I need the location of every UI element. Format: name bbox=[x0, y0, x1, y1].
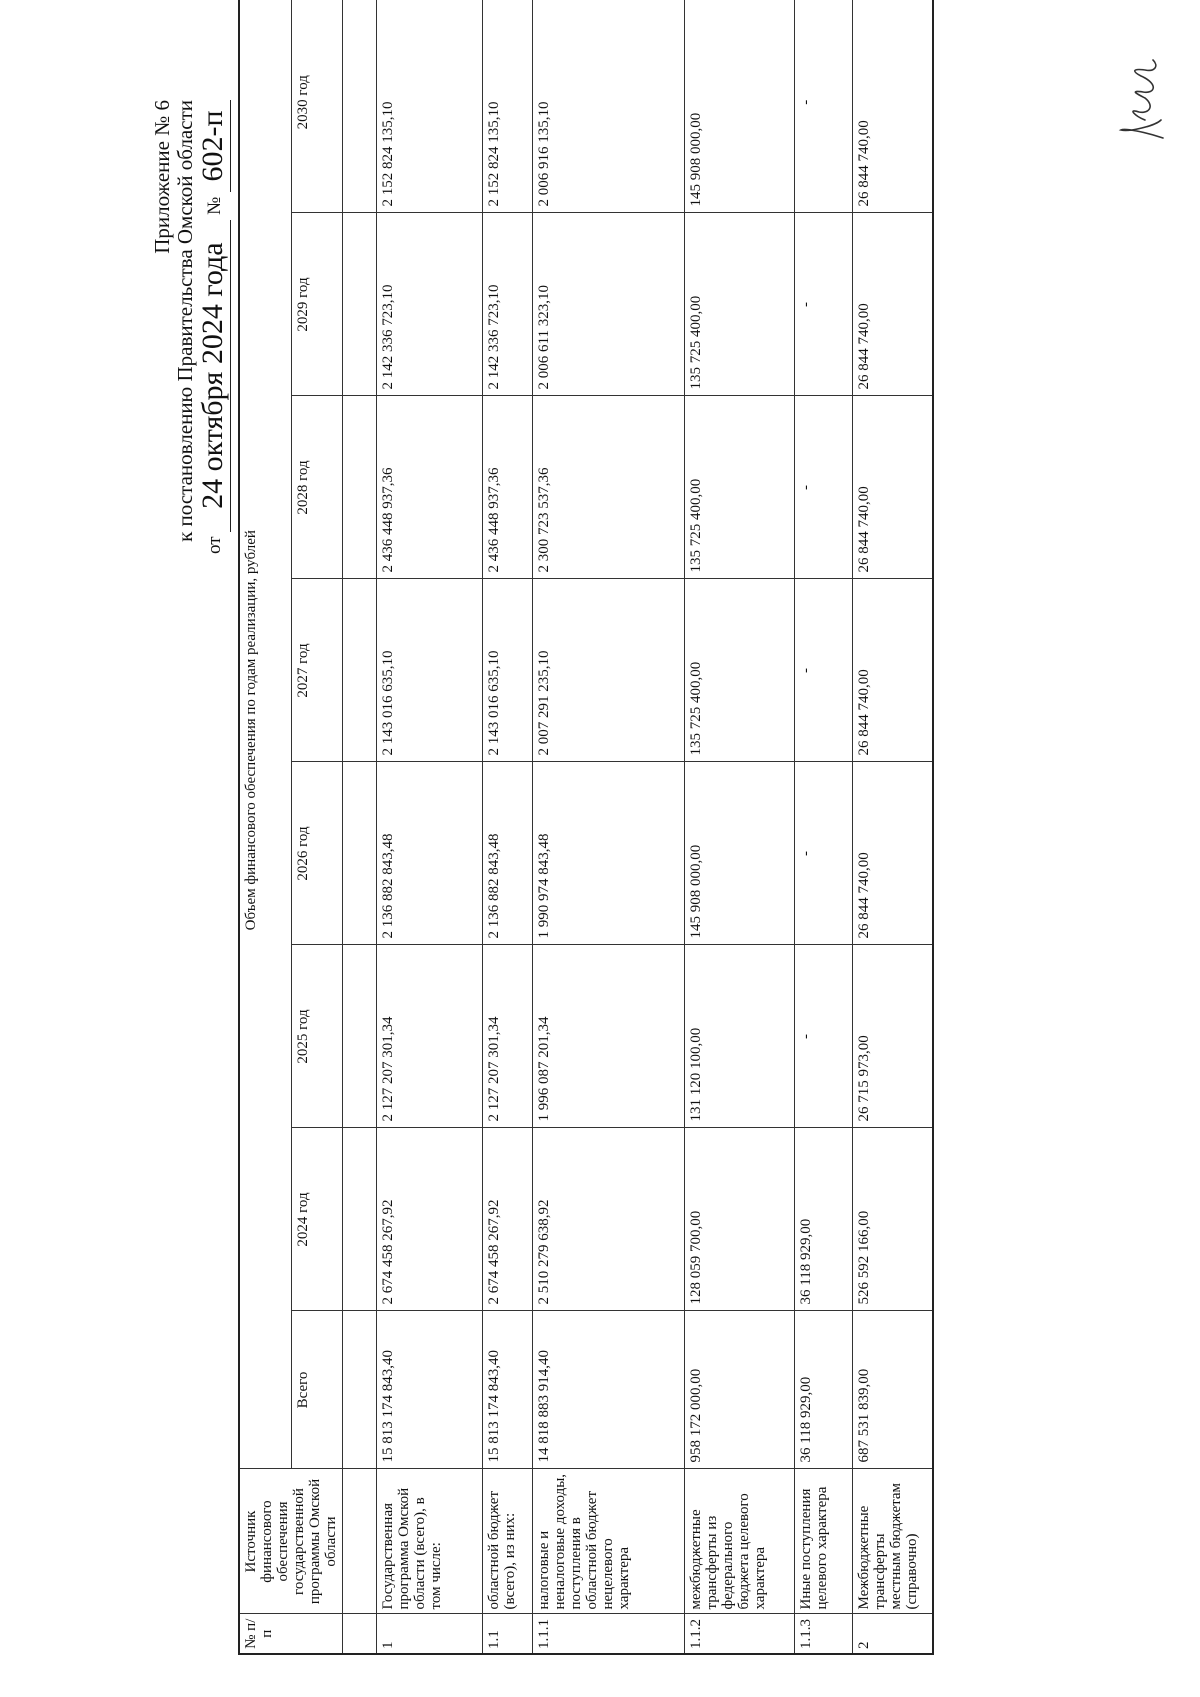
row-value: 2 510 279 638,92 bbox=[533, 1128, 685, 1311]
table-row bbox=[795, 0, 853, 1654]
row-value: 128 059 700,00 bbox=[685, 1128, 795, 1311]
row-total: 15 813 174 843,40 bbox=[377, 1311, 483, 1469]
row-total: 15 813 174 843,40 bbox=[483, 1311, 533, 1469]
col-header-year: 2028 год bbox=[291, 396, 342, 579]
col-header-total: Всего bbox=[291, 1311, 342, 1469]
row-value: 2 007 291 235,10 bbox=[533, 579, 685, 762]
row-total: 958 172 000,00 bbox=[685, 1311, 795, 1469]
row-number: 1 bbox=[377, 1614, 483, 1654]
row-value: 26 844 740,00 bbox=[853, 396, 933, 579]
row-source: Государственная программа Омской области (всего), в том числе: bbox=[377, 1469, 483, 1614]
row-value: 2 127 207 301,34 bbox=[483, 945, 533, 1128]
resolution-date: 24 октября 2024 года bbox=[196, 220, 231, 532]
row-value: - bbox=[795, 945, 853, 1128]
row-number: 1.1 bbox=[483, 1614, 533, 1654]
row-value: 2 136 882 843,48 bbox=[377, 762, 483, 945]
row-value: 26 715 973,00 bbox=[853, 945, 933, 1128]
row-source: Межбюджетные трансферты местным бюджетам (справочно) bbox=[853, 1469, 933, 1614]
row-value: 145 908 000,00 bbox=[685, 762, 795, 945]
row-value: 1 996 087 201,34 bbox=[533, 945, 685, 1128]
row-value: 135 725 400,00 bbox=[685, 579, 795, 762]
row-value: 2 142 336 723,10 bbox=[377, 213, 483, 396]
resolution-reference: к постановлению Правительства Омской области bbox=[173, 100, 197, 542]
number-sign: № bbox=[204, 196, 225, 215]
row-value: 2 152 824 135,10 bbox=[483, 0, 533, 213]
row-number: 1.1.2 bbox=[685, 1614, 795, 1654]
row-value: 2 436 448 937,36 bbox=[483, 396, 533, 579]
row-value: 2 143 016 635,10 bbox=[377, 579, 483, 762]
header-spacer-row bbox=[343, 0, 377, 1654]
row-value: - bbox=[795, 579, 853, 762]
row-total: 36 118 929,00 bbox=[795, 1311, 853, 1469]
row-source: Иные поступления целевого характера bbox=[795, 1469, 853, 1614]
table-row bbox=[853, 0, 933, 1654]
row-value: 26 844 740,00 bbox=[853, 213, 933, 396]
header-row-1 bbox=[239, 0, 291, 1654]
row-value: 131 120 100,00 bbox=[685, 945, 795, 1128]
row-value: 1 990 974 843,48 bbox=[533, 762, 685, 945]
row-value: 2 136 882 843,48 bbox=[483, 762, 533, 945]
row-value: 2 006 611 323,10 bbox=[533, 213, 685, 396]
row-value: - bbox=[795, 0, 853, 213]
row-number: 1.1.3 bbox=[795, 1614, 853, 1654]
table-row bbox=[533, 0, 685, 1654]
table-row bbox=[377, 0, 483, 1654]
resolution-number: 602-п bbox=[196, 100, 231, 192]
row-value: - bbox=[795, 762, 853, 945]
col-header-group: Объем финансового обеспечения по годам реализации, рублей bbox=[239, 0, 291, 1469]
row-value: 26 844 740,00 bbox=[853, 579, 933, 762]
row-value: 135 725 400,00 bbox=[685, 396, 795, 579]
row-total: 687 531 839,00 bbox=[853, 1311, 933, 1469]
col-header-year: 2027 год bbox=[291, 579, 342, 762]
col-header-year: 2024 год bbox=[291, 1128, 342, 1311]
row-source: межбюджетные трансферты из федерального бюджета целевого характера bbox=[685, 1469, 795, 1614]
table-row bbox=[685, 0, 795, 1654]
col-header-source: Источник финансового обеспечения государственной программы Омской области bbox=[239, 1469, 343, 1614]
row-value: 2 006 916 135,10 bbox=[533, 0, 685, 213]
table-row bbox=[483, 0, 533, 1654]
row-value: 2 143 016 635,10 bbox=[483, 579, 533, 762]
handwritten-signature bbox=[1115, 57, 1170, 142]
col-header-no: № п/п bbox=[239, 1614, 343, 1654]
row-value: 135 725 400,00 bbox=[685, 213, 795, 396]
header-row-2 bbox=[291, 0, 342, 1654]
row-number: 2 bbox=[853, 1614, 933, 1654]
row-value: 2 674 458 267,92 bbox=[483, 1128, 533, 1311]
row-source: областной бюджет (всего), из них: bbox=[483, 1469, 533, 1614]
row-total: 14 818 883 914,40 bbox=[533, 1311, 685, 1469]
col-header-year: 2030 год bbox=[291, 0, 342, 213]
row-value: 2 127 207 301,34 bbox=[377, 945, 483, 1128]
row-value: 2 436 448 937,36 bbox=[377, 396, 483, 579]
row-value: 2 142 336 723,10 bbox=[483, 213, 533, 396]
row-value: 26 844 740,00 bbox=[853, 0, 933, 213]
col-header-year: 2026 год bbox=[291, 762, 342, 945]
row-value: 145 908 000,00 bbox=[685, 0, 795, 213]
row-value: - bbox=[795, 396, 853, 579]
row-value: 36 118 929,00 bbox=[795, 1128, 853, 1311]
row-value: 2 300 723 537,36 bbox=[533, 396, 685, 579]
appendix-title: Приложение № 6 bbox=[150, 100, 174, 254]
row-value: 26 844 740,00 bbox=[853, 762, 933, 945]
row-source: налоговые и неналоговые доходы, поступления в областной бюджет нецелевого характера bbox=[533, 1469, 685, 1614]
date-prefix: от bbox=[204, 536, 225, 554]
col-header-year: 2025 год bbox=[291, 945, 342, 1128]
financing-table bbox=[238, 0, 934, 1655]
resolution-date-line bbox=[194, 100, 229, 554]
row-value: 2 152 824 135,10 bbox=[377, 0, 483, 213]
row-value: - bbox=[795, 213, 853, 396]
row-value: 526 592 166,00 bbox=[853, 1128, 933, 1311]
col-header-year: 2029 год bbox=[291, 213, 342, 396]
row-number: 1.1.1 bbox=[533, 1614, 685, 1654]
row-value: 2 674 458 267,92 bbox=[377, 1128, 483, 1311]
